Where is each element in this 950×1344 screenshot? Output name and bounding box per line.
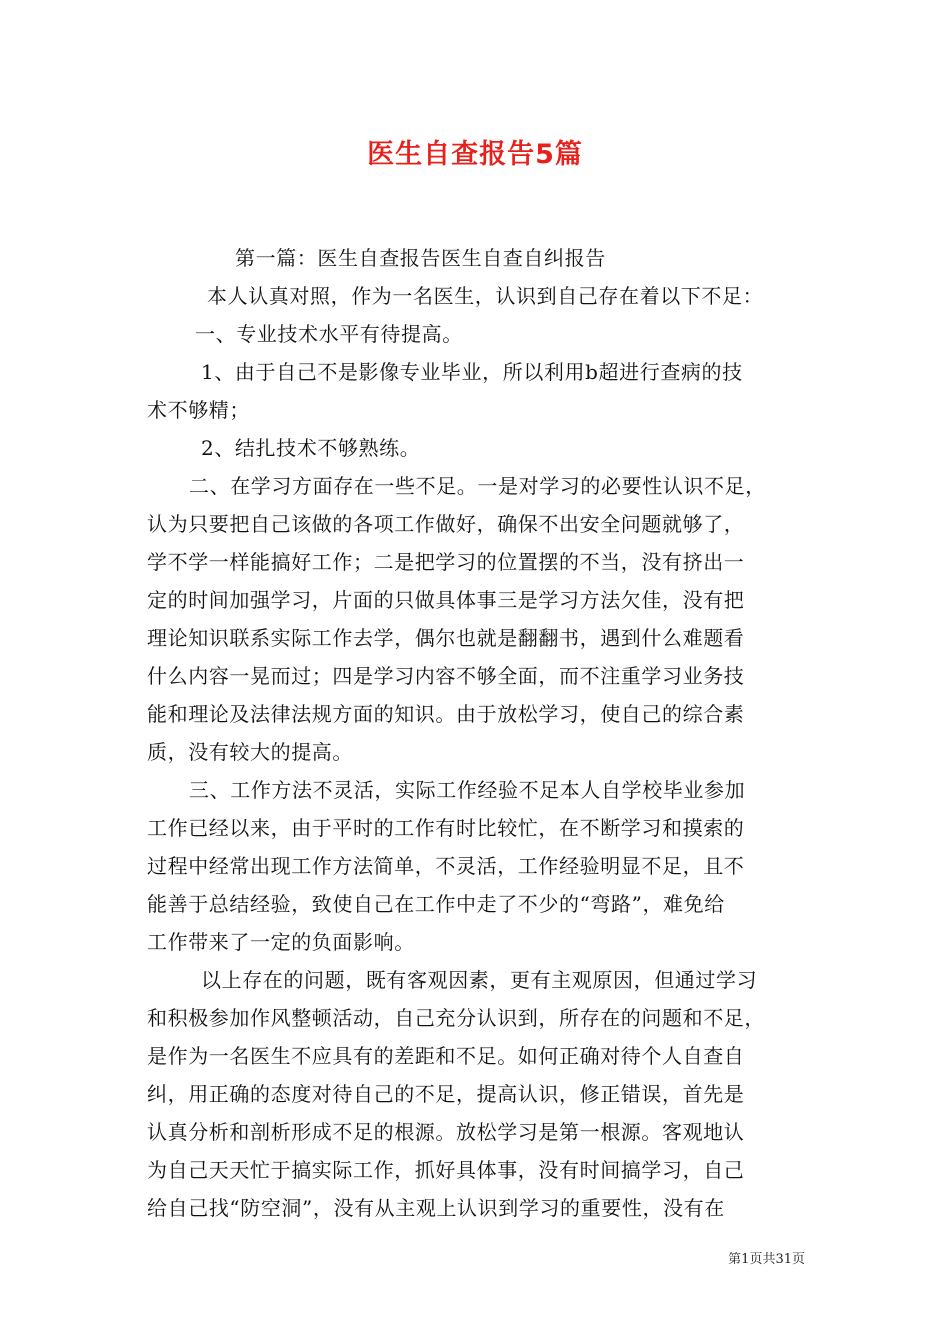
body-line: 工作已经以来，由于平时的工作有时比较忙，在不断学习和摸索的	[147, 816, 745, 840]
body-line: 本人认真对照，作为一名医生，认识到自己存在着以下不足：	[207, 284, 764, 308]
body-line: 以上存在的问题，既有客观因素，更有主观原因，但通过学习	[201, 968, 758, 992]
body-line: 纠，用正确的态度对待自己的不足，提高认识，修正错误，首先是	[147, 1082, 745, 1106]
body-line: 给自己找“防空洞”，没有从主观上认识到学习的重要性，没有在	[147, 1196, 725, 1220]
body-line: 工作带来了一定的负面影响。	[147, 930, 415, 954]
body-line: 认真分析和剖析形成不足的根源。放松学习是第一根源。客观地认	[147, 1120, 745, 1144]
body-line: 第一篇：医生自查报告医生自查自纠报告	[235, 246, 606, 270]
body-line: 能和理论及法律法规方面的知识。由于放松学习，使自己的综合素	[147, 702, 745, 726]
body-line: 学不学一样能搞好工作；二是把学习的位置摆的不当，没有挤出一	[147, 550, 745, 574]
body-line: 为自己天天忙于搞实际工作，抓好具体事，没有时间搞学习，自己	[147, 1158, 745, 1182]
body-line: 什么内容一晃而过；四是学习内容不够全面，而不注重学习业务技	[147, 664, 745, 688]
body-line: 质，没有较大的提高。	[147, 740, 353, 764]
body-line: 能善于总结经验，致使自己在工作中走了不少的“弯路”，难免给	[147, 892, 725, 916]
page-number: 第1页共31页	[728, 1252, 805, 1267]
body-line: 术不够精；	[147, 398, 250, 422]
body-line: 定的时间加强学习，片面的只做具体事三是学习方法欠佳，没有把	[147, 588, 745, 612]
body-line: 三、工作方法不灵活，实际工作经验不足本人自学校毕业参加	[189, 778, 746, 802]
document-title: 医生自查报告5篇	[367, 139, 583, 170]
body-line: 是作为一名医生不应具有的差距和不足。如何正确对待个人自查自	[147, 1044, 745, 1068]
body-line: 二、在学习方面存在一些不足。一是对学习的必要性认识不足，	[189, 474, 766, 498]
body-line: 和积极参加作风整顿活动，自己充分认识到，所存在的问题和不足，	[147, 1006, 765, 1030]
body-line: 认为只要把自己该做的各项工作做好，确保不出安全问题就够了，	[147, 512, 745, 536]
body-line: 1、由于自己不是影像专业毕业，所以利用b超进行查病的技	[201, 360, 743, 384]
body-line: 过程中经常出现工作方法简单，不灵活，工作经验明显不足，且不	[147, 854, 745, 878]
body-line: 一、专业技术水平有待提高。	[195, 322, 463, 346]
body-line: 2、结扎技术不够熟练。	[201, 436, 421, 460]
body-line: 理论知识联系实际工作去学，偶尔也就是翻翻书，遇到什么难题看	[147, 626, 745, 650]
document-body	[147, 239, 807, 1227]
